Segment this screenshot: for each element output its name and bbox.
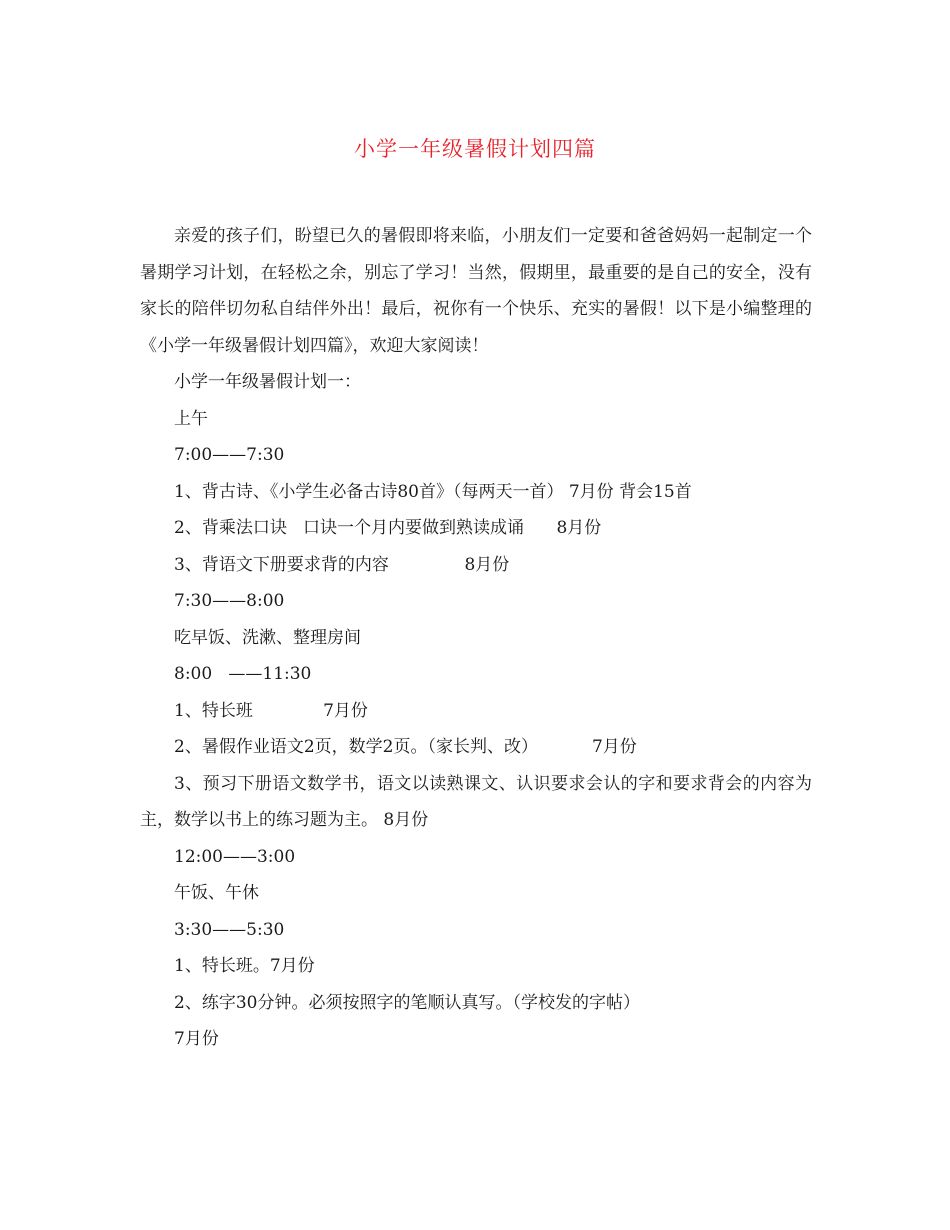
plan-item: 1、背古诗、《小学生必备古诗80首》（每两天一首） 7月份 背会15首 <box>174 481 692 502</box>
plan-item: 2、练字30分钟。必须按照字的笔顺认真写。（学校发的字帖） <box>174 992 640 1013</box>
section-heading: 小学一年级暑假计划一： <box>174 372 361 392</box>
plan-item: 午饭、午休 <box>174 883 259 903</box>
plan-item: 吃早饭、洗漱、整理房间 <box>174 627 361 648</box>
time-slot: 7:30——8:00 <box>174 591 285 611</box>
period-label: 上午 <box>174 408 208 429</box>
time-slot: 3:30——5:30 <box>174 919 285 940</box>
time-slot: 12:00——3:00 <box>174 846 296 867</box>
document-title: 小学一年级暑假计划四篇 <box>354 137 596 161</box>
plan-item: 2、背乘法口诀 口诀一个月内要做到熟读成诵 8月份 <box>174 518 602 538</box>
plan-item: 3、预习下册语文数学书，语文以读熟课文、认识要求会认的字和要求背会的内容为主，数学以书上的练习题为主。 8月份 <box>140 773 812 830</box>
time-slot: 7:00——7:30 <box>174 445 285 465</box>
plan-item: 2、暑假作业语文2页，数学2页。（家长判、改） 7月份 <box>174 737 637 757</box>
document-body <box>140 218 812 1058</box>
plan-item: 1、特长班 7月份 <box>174 700 368 721</box>
intro-paragraph: 亲爱的孩子们，盼望已久的暑假即将来临，小朋友们一定要和爸爸妈妈一起制定一个暑期学习计划，在轻松之余，别忘了学习！当然，假期里，最重要的是自己的安全，没有家长的陪伴切勿私自结伴外出！最后，祝你有一个快乐、充实的暑假！以下是小编整理的《小学一年级暑假计划四篇》，欢迎大家阅读！ <box>140 226 812 356</box>
plan-item: 7月份 <box>174 1029 219 1049</box>
plan-item: 3、背语文下册要求背的内容 8月份 <box>174 554 510 575</box>
time-slot: 8:00 ——11:30 <box>174 664 312 684</box>
plan-item: 1、特长班。7月份 <box>174 956 315 976</box>
